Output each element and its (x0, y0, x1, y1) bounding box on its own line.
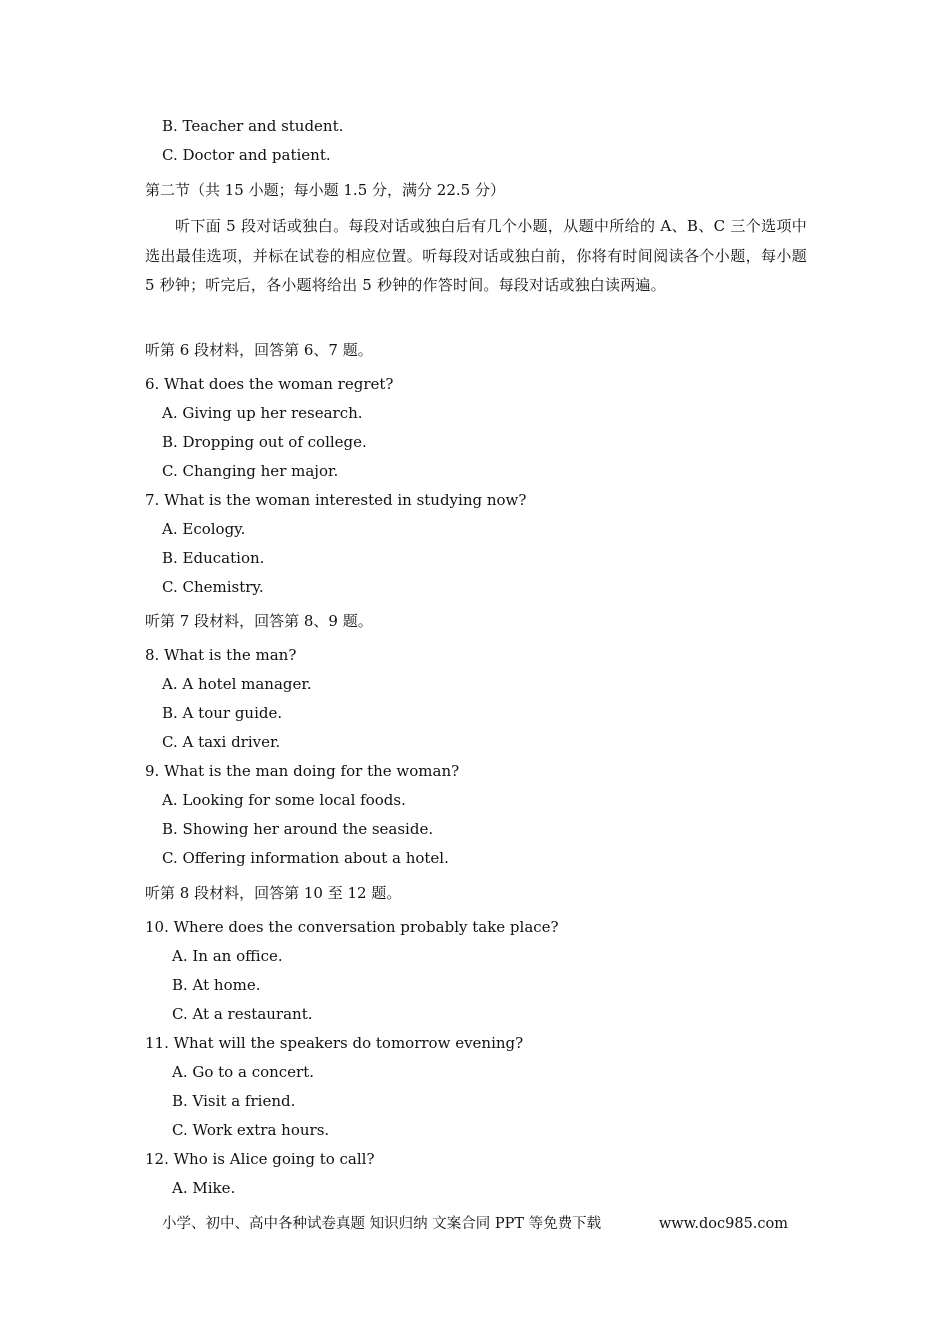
q6-option-b: B. Dropping out of college. (162, 433, 367, 451)
q7-option-c: C. Chemistry. (162, 578, 264, 596)
group-heading-6: 听第 6 段材料，回答第 6、7 题。 (145, 341, 373, 359)
option-c-prev: C. Doctor and patient. (162, 146, 331, 164)
question-6: 6. What does the woman regret? (145, 375, 394, 393)
instructions: 听下面 5 段对话或独白。每段对话或独白后有几个小题，从题中所给的 A、B、C 三个选项中选出最佳选项，并标在试卷的相应位置。听每段对话或独白前，你将有时间阅读各个小题，每小题 5 秒钟；听完后，各小题将给出 5 秒钟的作答时间。每段对话或独白读两遍。 (145, 217, 807, 294)
q8-option-b: B. A tour guide. (162, 704, 283, 722)
page-footer (162, 1214, 788, 1234)
footer-url: www.doc985.com (658, 1216, 788, 1232)
option-b-prev: B. Teacher and student. (162, 117, 344, 135)
footer-promo-text: 小学、初中、高中各种试卷真题 知识归纳 文案合同 PPT 等免费下载 (162, 1216, 602, 1232)
question-12: 12. Who is Alice going to call? (145, 1150, 375, 1168)
question-7: 7. What is the woman interested in studying now? (145, 491, 527, 509)
question-11: 11. What will the speakers do tomorrow evening? (145, 1034, 524, 1052)
q10-option-a: A. In an office. (172, 947, 283, 965)
group-heading-7: 听第 7 段材料，回答第 8、9 题。 (145, 612, 373, 630)
q6-option-a: A. Giving up her research. (162, 404, 363, 422)
q6-option-c: C. Changing her major. (162, 462, 339, 480)
q11-option-c: C. Work extra hours. (172, 1121, 330, 1139)
question-8: 8. What is the man? (145, 646, 297, 664)
q10-option-c: C. At a restaurant. (172, 1005, 313, 1023)
group-heading-8: 听第 8 段材料，回答第 10 至 12 题。 (145, 884, 402, 902)
q8-option-c: C. A taxi driver. (162, 733, 281, 751)
question-9: 9. What is the man doing for the woman? (145, 762, 460, 780)
q11-option-b: B. Visit a friend. (172, 1092, 296, 1110)
q9-option-b: B. Showing her around the seaside. (162, 820, 434, 838)
q12-option-a: A. Mike. (172, 1179, 236, 1197)
section-header: 第二节（共 15 小题；每小题 1.5 分，满分 22.5 分） (145, 181, 505, 199)
q7-option-a: A. Ecology. (162, 520, 246, 538)
question-10: 10. Where does the conversation probably take place? (145, 918, 559, 936)
q10-option-b: B. At home. (172, 976, 261, 994)
q7-option-b: B. Education. (162, 549, 265, 567)
q9-option-c: C. Offering information about a hotel. (162, 849, 449, 867)
q9-option-a: A. Looking for some local foods. (162, 791, 406, 809)
q8-option-a: A. A hotel manager. (162, 675, 312, 693)
q11-option-a: A. Go to a concert. (172, 1063, 315, 1081)
